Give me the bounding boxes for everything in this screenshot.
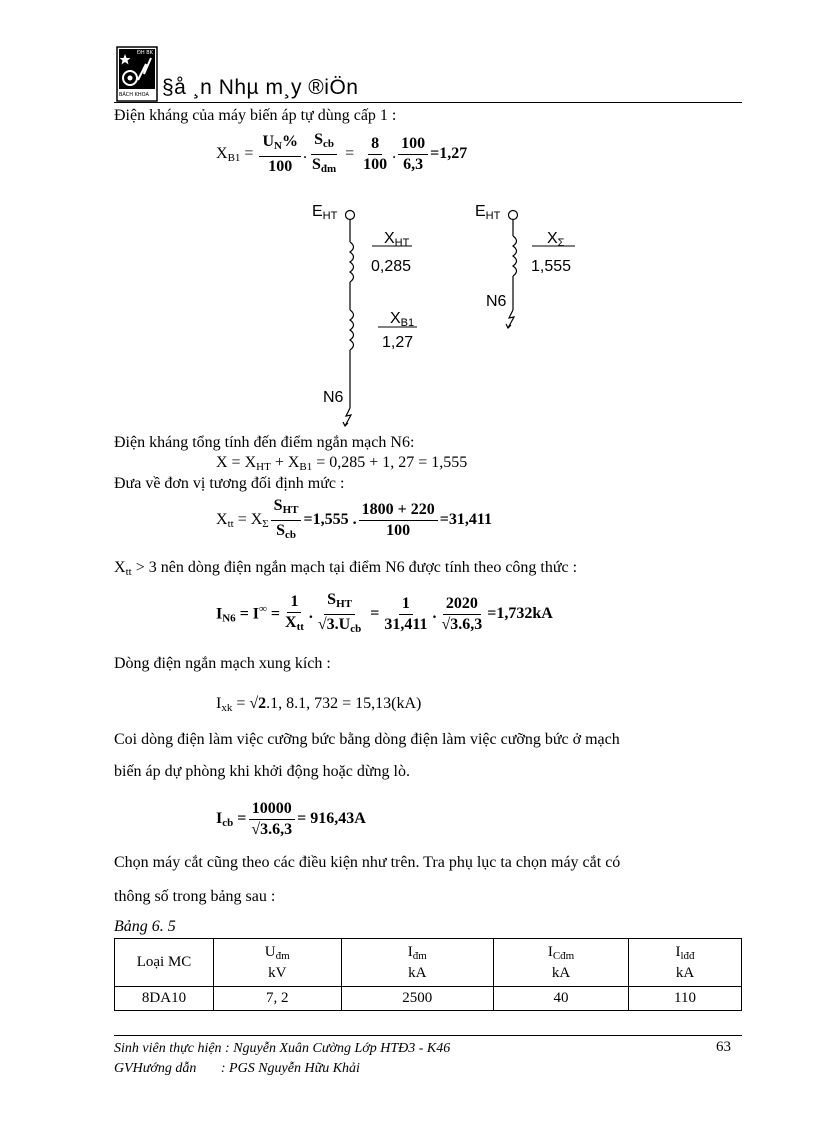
header-cell-idm: $I_{đm}$ kA — [341, 939, 494, 987]
paragraph-1-line-b: biến áp dự phòng khi khởi động hoặc dừng lò. — [114, 763, 410, 780]
equation-in6: $I_{N6} = I^\infty$ = $\frac{1}{X_{tt}}$ . $\frac{S_{HT}}{√3.U_{cb}}$ = $\frac{1}{31,411}$ . $\frac{2020}{√3.6,3}$ =1,732kA — [216, 590, 553, 635]
total-line: Điện kháng tổng tính đến điểm ngắn mạch N6: — [114, 434, 415, 451]
cell-icdm: 40 — [494, 987, 629, 1011]
footer-rule — [114, 1035, 742, 1036]
per-unit-line: Đưa về đơn vị tương đối định mức : — [114, 475, 345, 492]
paragraph-2-line-a: Chọn máy cắt cũng theo các điều kiện như trên. Tra phụ lục ta chọn máy cắt có — [114, 854, 621, 871]
cell-udm: 7, 2 — [214, 987, 342, 1011]
x-sum-value: 1,555 — [531, 258, 572, 275]
x-ht-label: $X_{HT}$ — [384, 230, 410, 249]
logo-bottom-text: BÁCH KHOA — [119, 92, 149, 98]
x-sum-inductor — [513, 236, 517, 276]
table-caption: Bảng 6. 5 — [114, 918, 176, 935]
equation-xtt: $X_{tt} = X_\Sigma$ $\frac{S_{HT}}{S_{cb}}$ =1,555 . $\frac{1800 + 220}{100}$ =31,411 — [216, 496, 492, 541]
x-ht-value: 0,285 — [371, 258, 412, 275]
footer-student: Sinh viên thực hiện : Nguyễn Xuân Cường Lớp HTĐ3 - K46 — [114, 1041, 451, 1056]
x-b1-label: $X_{B1}$ — [390, 310, 415, 329]
x-b1-inductor — [350, 310, 354, 350]
header-cell-type: Loại MC — [115, 939, 214, 987]
header-logo — [116, 46, 158, 102]
footer-advisor: GVHướng dẫn : PGS Nguyễn Hữu Khải — [114, 1061, 360, 1076]
x-b1-value: 1,27 — [382, 334, 414, 351]
right-source-node — [509, 211, 518, 220]
x-ht-inductor — [350, 242, 354, 282]
paragraph-2-line-b: thông số trong bảng sau : — [114, 888, 276, 905]
breaker-spec-table — [114, 938, 742, 1011]
cell-idm: 2500 — [341, 987, 494, 1011]
xtt-condition-line: $X_{tt} > 3$ nên dòng điện ngắn mạch tại điểm N6 được tính theo công thức : — [114, 559, 578, 578]
header-cell-ildd: $I_{lđđ}$ kA — [628, 939, 741, 987]
left-source-label: $E_{HT}$ — [312, 203, 338, 222]
table-header-row — [115, 939, 742, 987]
logo-top-text: ĐH BK — [137, 50, 153, 56]
equation-ixk: $I_{xk} = √2.1$, 8.1, 732 = 15,13(kA) — [216, 695, 422, 714]
header-title: §å ¸n Nhµ m¸y ®iÖn — [162, 76, 359, 99]
cell-type: 8DA10 — [115, 987, 214, 1011]
left-fault-label: N6 — [323, 389, 344, 406]
intro-line: Điện kháng của máy biến áp tự dùng cấp 1 : — [114, 107, 397, 124]
impulse-line: Dòng điện ngắn mạch xung kích : — [114, 655, 331, 672]
page-number: 63 — [716, 1039, 731, 1055]
cell-ildd: 110 — [628, 987, 741, 1011]
header-cell-udm: $U_{đm}$ kV — [214, 939, 342, 987]
left-source-node — [346, 211, 355, 220]
header-cell-icdm: $I_{Cđm}$ kA — [494, 939, 629, 987]
table-row — [115, 987, 742, 1011]
equation-xb1: $X_{B1}$ = $\frac{U_N\%}{100}$ . $\frac{S_{cb}}{S_{đm}}$ = $\frac{8}{100}$ . $\frac{100}{6,3}$ =1,27 — [216, 130, 468, 175]
paragraph-1-line-a: Coi dòng điện làm việc cưỡng bức bằng dòng điện làm việc cưỡng bức ở mạch — [114, 731, 620, 748]
right-fault-label: N6 — [486, 293, 507, 310]
total-equation: $X = X_{HT} + X_{B1} = 0,285 + 1$, 27 = 1,555 — [216, 454, 468, 473]
equation-icb: $I_{cb}$ = $\frac{10000}{√3.6,3}$ = 916,43A — [216, 799, 366, 838]
x-sum-label: $X_\Sigma$ — [547, 230, 565, 249]
right-source-label: $E_{HT}$ — [475, 203, 501, 222]
header-rule — [114, 102, 742, 103]
